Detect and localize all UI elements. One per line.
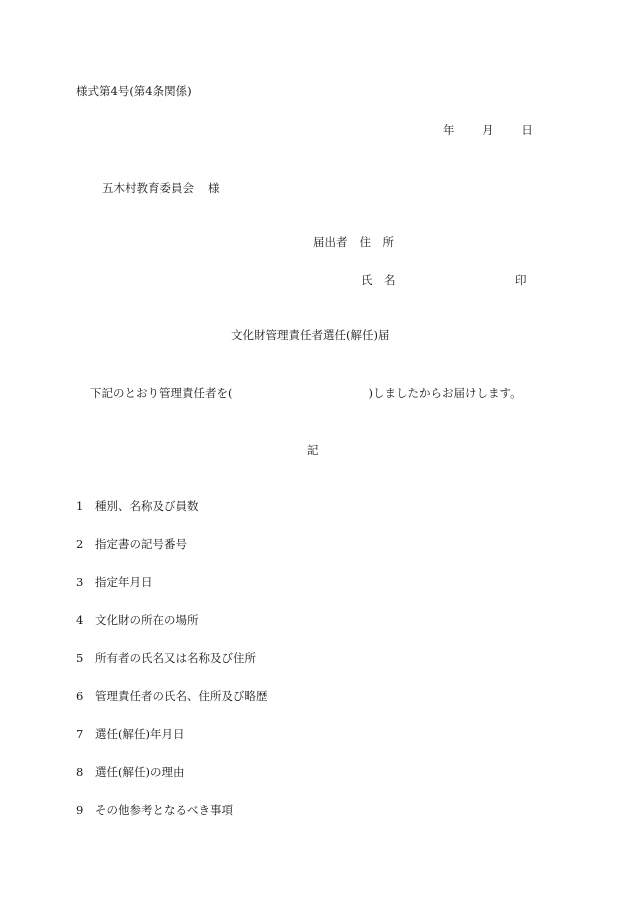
addressee [102, 183, 220, 195]
body-text-after: )しましたからお届けします。 [368, 386, 522, 400]
item-number: 4 [76, 613, 84, 627]
list-item [76, 691, 268, 703]
item-number: 8 [76, 765, 84, 779]
list-item [76, 653, 256, 665]
item-text: 指定書の記号番号 [95, 537, 187, 551]
list-item [76, 539, 187, 551]
date-line [443, 125, 533, 137]
item-text: 指定年月日 [95, 575, 153, 589]
item-text: 文化財の所在の場所 [95, 613, 199, 627]
document-title: 文化財管理責任者選任(解任)届 [231, 328, 390, 342]
applicant-name-label: 氏 名 [361, 273, 396, 287]
body-text [90, 388, 522, 400]
item-number: 6 [76, 689, 84, 703]
list-item [76, 501, 199, 513]
form-number: 様式第4号(第4条関係) [76, 84, 192, 98]
item-text: 種別、名称及び員数 [95, 499, 199, 513]
item-number: 5 [76, 651, 84, 665]
date-day-label: 日 [521, 123, 533, 137]
item-number: 2 [76, 537, 84, 551]
seal-mark: 印 [515, 273, 527, 287]
item-text: 選任(解任)の理由 [95, 765, 185, 779]
item-number: 7 [76, 727, 84, 741]
date-year-label: 年 [443, 123, 455, 137]
addressee-name: 五木村教育委員会 [102, 181, 194, 195]
item-text: その他参考となるべき事項 [95, 803, 233, 817]
applicant-address-line [313, 237, 394, 249]
applicant-address-label: 住 所 [359, 235, 394, 249]
addressee-honorific: 様 [208, 181, 220, 195]
list-item [76, 729, 184, 741]
body-text-before: 下記のとおり管理責任者を( [90, 386, 233, 400]
ki-heading: 記 [307, 443, 319, 457]
item-text: 管理責任者の氏名、住所及び略歴 [95, 689, 268, 703]
item-text: 選任(解任)年月日 [95, 727, 185, 741]
item-number: 3 [76, 575, 84, 589]
list-item [76, 805, 233, 817]
applicant-label: 届出者 [313, 235, 348, 249]
list-item [76, 615, 199, 627]
item-text: 所有者の氏名又は名称及び住所 [95, 651, 256, 665]
list-item [76, 767, 184, 779]
date-month-label: 月 [482, 123, 494, 137]
item-number: 9 [76, 803, 84, 817]
item-number: 1 [76, 499, 84, 513]
list-item [76, 577, 153, 589]
